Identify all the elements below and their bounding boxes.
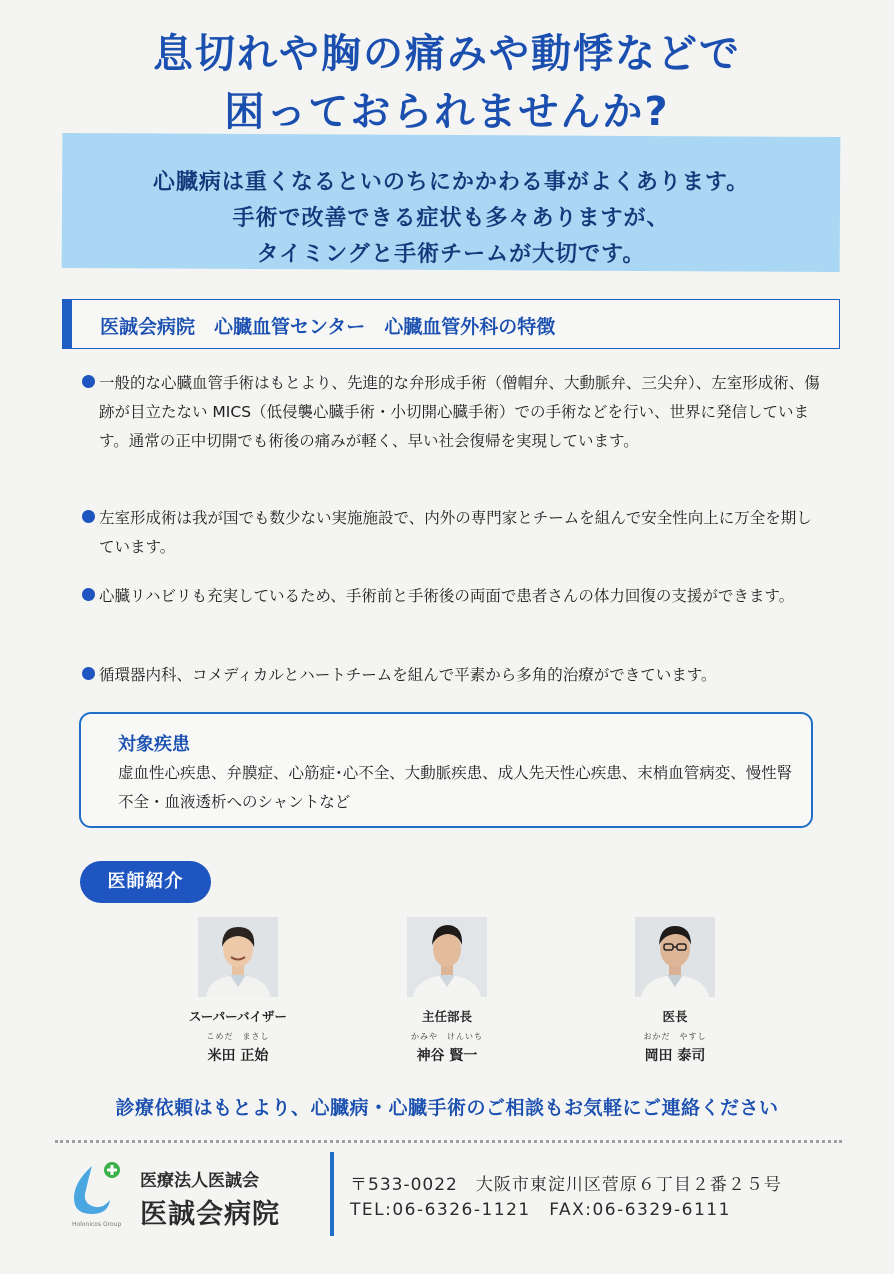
lead-line-3: タイミングと手術チームが大切です。 — [256, 242, 646, 267]
headline-line-2: 困っておられませんか? — [224, 89, 670, 135]
doctor-card — [153, 917, 323, 1067]
doctor-photo — [198, 917, 278, 997]
lead-line-2: 手術で改善できる症状も多々ありますが、 — [232, 206, 670, 231]
doctor-role: スーパーバイザー — [188, 1009, 288, 1024]
feature-text: 一般的な心臓血管手術はもとより、先進的な弁形成手術（僧帽弁、大動脈弁、三尖弁）、左室形成術、傷跡が目立たない MICS（低侵襲心臓手術・小切開心臓手術）での手術などを行い、世界に発信しています。通常の正中切開でも術後の痛みが軽く、早い社会復帰を実現しています。 — [99, 374, 820, 450]
feature-text: 左室形成術は我が国でも数少ない実施施設で、内外の専門家とチームを組んで安全性向上に万全を期しています。 — [99, 509, 812, 556]
feature-item — [82, 661, 822, 690]
footer-vertical-divider — [330, 1152, 334, 1236]
doctor-name-ruby: おかだ やすし — [643, 1032, 707, 1041]
doctor-portrait-icon — [635, 917, 715, 997]
doctor-name: 神谷 賢一 — [416, 1048, 478, 1064]
footer-divider — [55, 1140, 842, 1143]
feature-text: 心臓リハビリも充実しているため、手術前と手術後の両面で患者さんの体力回復の支援ができます。 — [99, 587, 795, 605]
bullet-dot-icon — [82, 375, 95, 388]
consultation-message: 診療依頼はもとより、心臓病・心臓手術のご相談もお気軽にご連絡ください — [115, 1097, 779, 1119]
bullet-dot-icon — [82, 667, 95, 680]
feature-item — [82, 582, 822, 611]
feature-item — [82, 369, 822, 456]
headline-line-1: 息切れや胸の痛みや動悸などで — [153, 31, 741, 77]
doctor-name-ruby: こめだ まさし — [206, 1032, 270, 1041]
hospital-logo-icon — [68, 1160, 128, 1230]
doctor-portrait-icon — [198, 917, 278, 997]
bullet-dot-icon — [82, 588, 95, 601]
logo-caption: Holonicos Group — [72, 1221, 122, 1228]
doctor-role: 主任部長 — [421, 1009, 472, 1024]
doctor-card — [362, 917, 532, 1067]
doctor-photo — [407, 917, 487, 997]
hospital-logo — [68, 1160, 128, 1230]
doctor-photo — [635, 917, 715, 997]
section-title: 医誠会病院 心臓血管センター 心臓血管外科の特徴 — [100, 316, 556, 338]
hospital-phone-fax: TEL:06-6326-1121 FAX:06-6329-6111 — [350, 1200, 731, 1220]
target-diseases-title: 対象疾患 — [118, 734, 190, 755]
hospital-address: 〒533-0022 大阪市東淀川区菅原６丁目２番２５号 — [350, 1175, 782, 1195]
doctor-name: 米田 正始 — [207, 1048, 269, 1064]
doctor-name-ruby: かみや けんいち — [411, 1032, 483, 1041]
doctor-name: 岡田 泰司 — [644, 1048, 706, 1064]
feature-item — [82, 504, 822, 562]
doctor-card — [590, 917, 760, 1067]
lead-line-1: 心臓病は重くなるといのちにかかわる事がよくあります。 — [152, 170, 750, 195]
bullet-dot-icon — [82, 510, 95, 523]
target-diseases-text: 虚血性心疾患、弁膜症、心筋症･心不全、大動脈疾患、成人先天性心疾患、末梢血管病変、慢性腎不全・血液透析へのシャントなど — [118, 764, 793, 811]
organization-name: 医療法人医誠会 — [140, 1171, 259, 1191]
doctors-section-label: 医師紹介 — [80, 861, 211, 903]
doctor-role: 医長 — [662, 1009, 688, 1024]
doctor-portrait-icon — [407, 917, 487, 997]
feature-text: 循環器内科、コメディカルとハートチームを組んで平素から多角的治療ができています。 — [99, 666, 717, 684]
hospital-name: 医誠会病院 — [140, 1199, 280, 1230]
